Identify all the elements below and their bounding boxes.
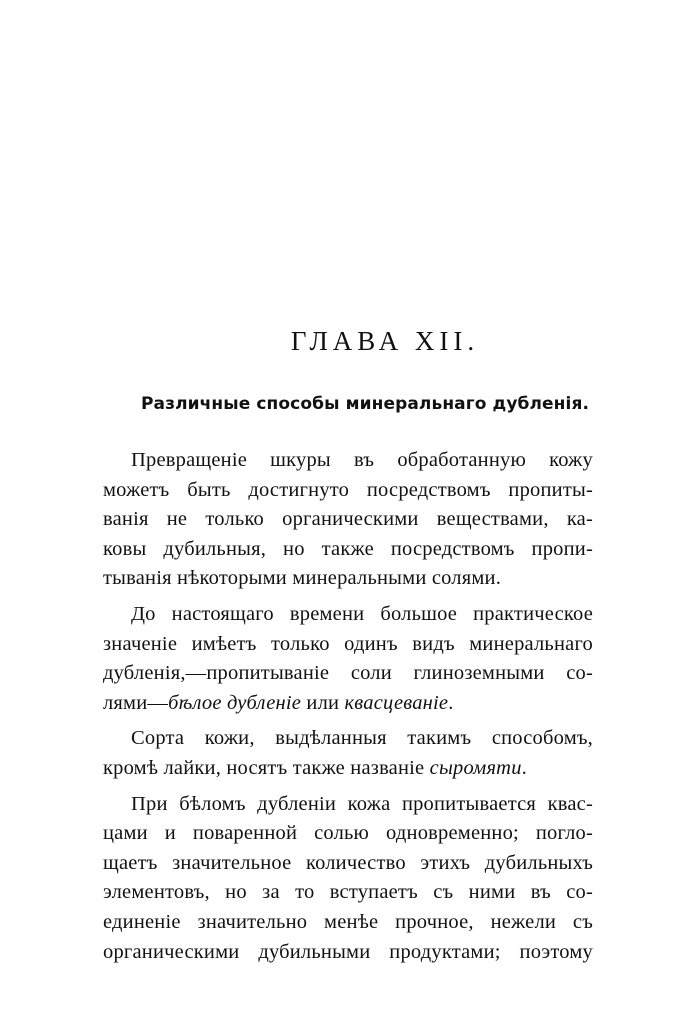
italic-term: бѣлое дубленіе [168,691,302,714]
text-line: элементовъ, но за то вступаетъ съ ними въ со- [103,881,593,904]
text-run: или [301,691,345,714]
text-line: цами и поваренной солью одновременно; погло- [103,822,593,845]
body-text [103,446,593,967]
paragraph-2 [103,600,593,718]
text-line: ковы дубильныя, но также посредствомъ пропи- [103,537,593,560]
section-title: Различные способы минеральнаго дубленія. [140,394,590,414]
text-line: можетъ быть достигнуто посредствомъ пропиты- [103,478,593,501]
chapter-title: ГЛАВА XII. [290,326,480,356]
paragraph-4 [103,790,593,968]
text-line: органическими дубильными продуктами; поэтому [103,940,593,963]
italic-term: сыромяти [429,756,522,779]
text-line [103,754,593,784]
text-line: единеніе значительно менѣе прочное, нежели съ [103,910,593,933]
text-run: . [521,756,527,779]
text-line: щаетъ значительное количество этихъ дубильныхъ [103,851,593,874]
text-line: Превращеніе шкуры въ обработанную кожу [131,449,593,471]
text-run: . [448,691,454,714]
text-line: тыванія нѣкоторыми минеральными солями. [103,567,502,590]
text-line: значеніе имѣетъ только одинъ видъ минеральнаго [103,632,593,655]
italic-term: квасцеваніе [344,691,449,714]
text-line: ванія не только органическими веществами, ка- [103,508,593,531]
text-run: кромѣ лайки, носятъ также названіе [103,756,430,779]
text-line [103,689,593,719]
paragraph-1 [103,446,593,594]
text-line: При бѣломъ дубленіи кожа пропитывается квас- [131,792,593,815]
text-run: лями— [103,691,169,714]
text-line: До настоящаго времени большое практическое [131,602,593,625]
paragraph-3 [103,724,593,783]
text-line: дубленія,—пропитываніе соли глиноземными со- [103,662,593,685]
text-line: Сорта кожи, выдѣланныя такимъ способомъ, [131,727,593,750]
